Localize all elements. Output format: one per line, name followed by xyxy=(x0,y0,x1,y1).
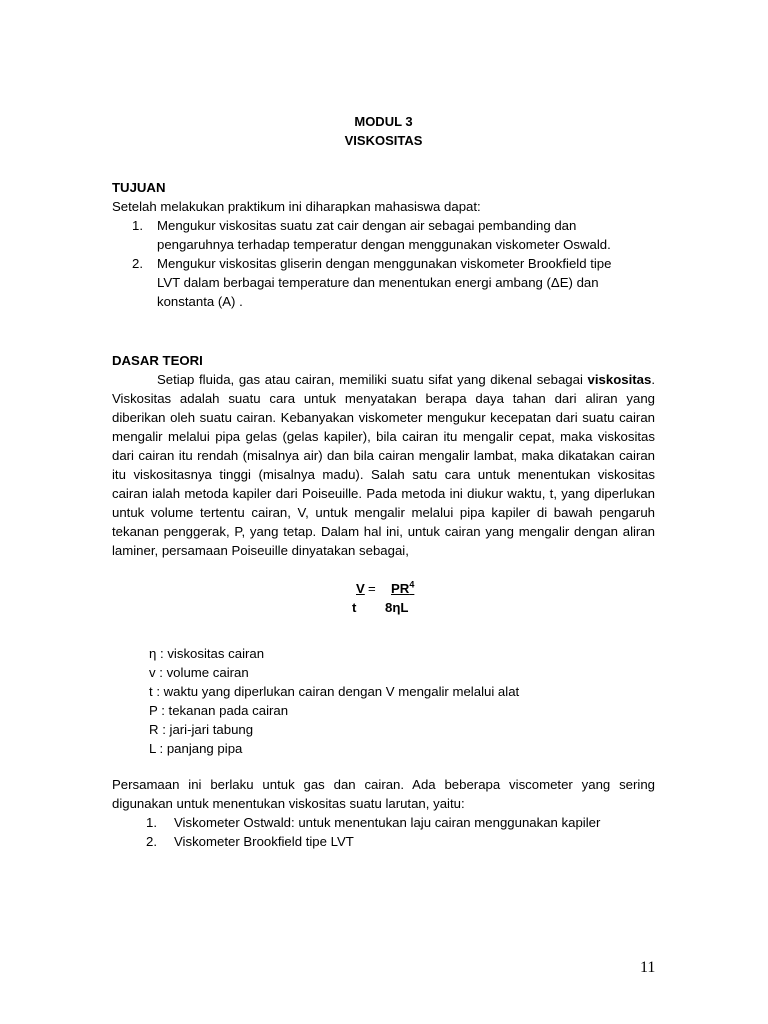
definition-item: L : panjang pipa xyxy=(149,741,243,756)
definition-item: v : volume cairan xyxy=(149,665,249,680)
list-item xyxy=(112,254,655,311)
dasar-teori-heading: DASAR TEORI xyxy=(112,353,203,368)
list-text: Viskometer Brookfield tipe LVT xyxy=(174,834,354,849)
formula-exponent: 4 xyxy=(409,579,415,590)
formula-v: V xyxy=(356,581,365,596)
topic-title: VISKOSITAS xyxy=(344,133,423,148)
viscometer-list xyxy=(112,813,655,851)
list-text: Viskometer Ostwald: untuk menentukan laju cairan menggunakan kapiler xyxy=(174,815,601,830)
tujuan-list xyxy=(112,216,655,311)
list-number: 1. xyxy=(132,218,143,233)
definition-item: P : tekanan pada cairan xyxy=(149,703,289,718)
formula-t: t xyxy=(352,600,357,615)
list-text: Mengukur viskositas suatu zat cair dengan air sebagai pembanding dan xyxy=(157,218,577,233)
formula-equals: = xyxy=(368,581,376,596)
variable-definitions xyxy=(112,644,655,758)
tujuan-heading: TUJUAN xyxy=(112,180,166,195)
definition-item: R : jari-jari tabung xyxy=(149,722,254,737)
list-item xyxy=(112,813,655,832)
tujuan-intro: Setelah melakukan praktikum ini diharapkan mahasiswa dapat: xyxy=(112,199,481,214)
formula-numerator xyxy=(391,579,414,598)
list-item xyxy=(112,832,655,851)
dasar-teori-paragraph xyxy=(112,370,655,560)
list-number: 2. xyxy=(146,834,157,849)
definition-item: η : viskositas cairan xyxy=(149,646,265,661)
list-number: 2. xyxy=(132,256,143,271)
poiseuille-formula xyxy=(112,579,655,623)
paragraph-text: Setiap fluida, gas atau cairan, memiliki suatu sifat yang dikenal sebagai xyxy=(157,372,583,387)
list-text: LVT dalam berbagai temperature dan menentukan energi ambang (ΔE) dan xyxy=(157,275,599,290)
definition-item: t : waktu yang diperlukan cairan dengan V mengalir melalui alat xyxy=(149,684,520,699)
list-text: Mengukur viskositas gliserin dengan menggunakan viskometer Brookfield tipe xyxy=(157,256,612,271)
module-title: MODUL 3 xyxy=(354,114,413,129)
list-number: 1. xyxy=(146,815,157,830)
list-item xyxy=(112,216,655,254)
closing-paragraph: Persamaan ini berlaku untuk gas dan cairan. Ada beberapa viscometer yang sering digunakan untuk menentukan viskositas suatu larutan, yaitu: xyxy=(112,777,655,811)
formula-denominator: 8ηL xyxy=(385,600,409,615)
document-page xyxy=(112,112,655,851)
page-number: 11 xyxy=(640,959,656,976)
bold-term: viskositas xyxy=(587,372,652,387)
paragraph-text: . Viskositas adalah suatu cara untuk menyatakan berapa daya tahan dari aliran yang diberikan oleh suatu cairan. Kebanyakan viskometer mengukur kecepatan dari suatu cairan mengalir melalui pipa gelas (gelas kapiler), bila cairan itu mengalir cepat, maka viskositas dari cairan itu rendah (misalnya air) dan bila cairan mengalir lambat, maka dikatakan cairan itu viskositasnya tinggi (misalnya madu). Salah satu cara untuk menentukan viskositas cairan ialah metoda kapiler dari Poiseuille. Pada metoda ini diukur waktu, t, yang diperlukan untuk volume tertentu cairan, V, untuk mengalir melalui pipa kapiler di bawah pengaruh tekanan penggerak, P, yang tetap. Dalam hal ini, untuk cairan yang mengalir dengan aliran laminer, persamaan Poiseuille dinyatakan sebagai, xyxy=(112,372,655,558)
list-text: konstanta (A) . xyxy=(157,294,243,309)
list-text: pengaruhnya terhadap temperatur dengan menggunakan viskometer Oswald. xyxy=(157,237,611,252)
formula-pr: PR xyxy=(391,581,410,596)
